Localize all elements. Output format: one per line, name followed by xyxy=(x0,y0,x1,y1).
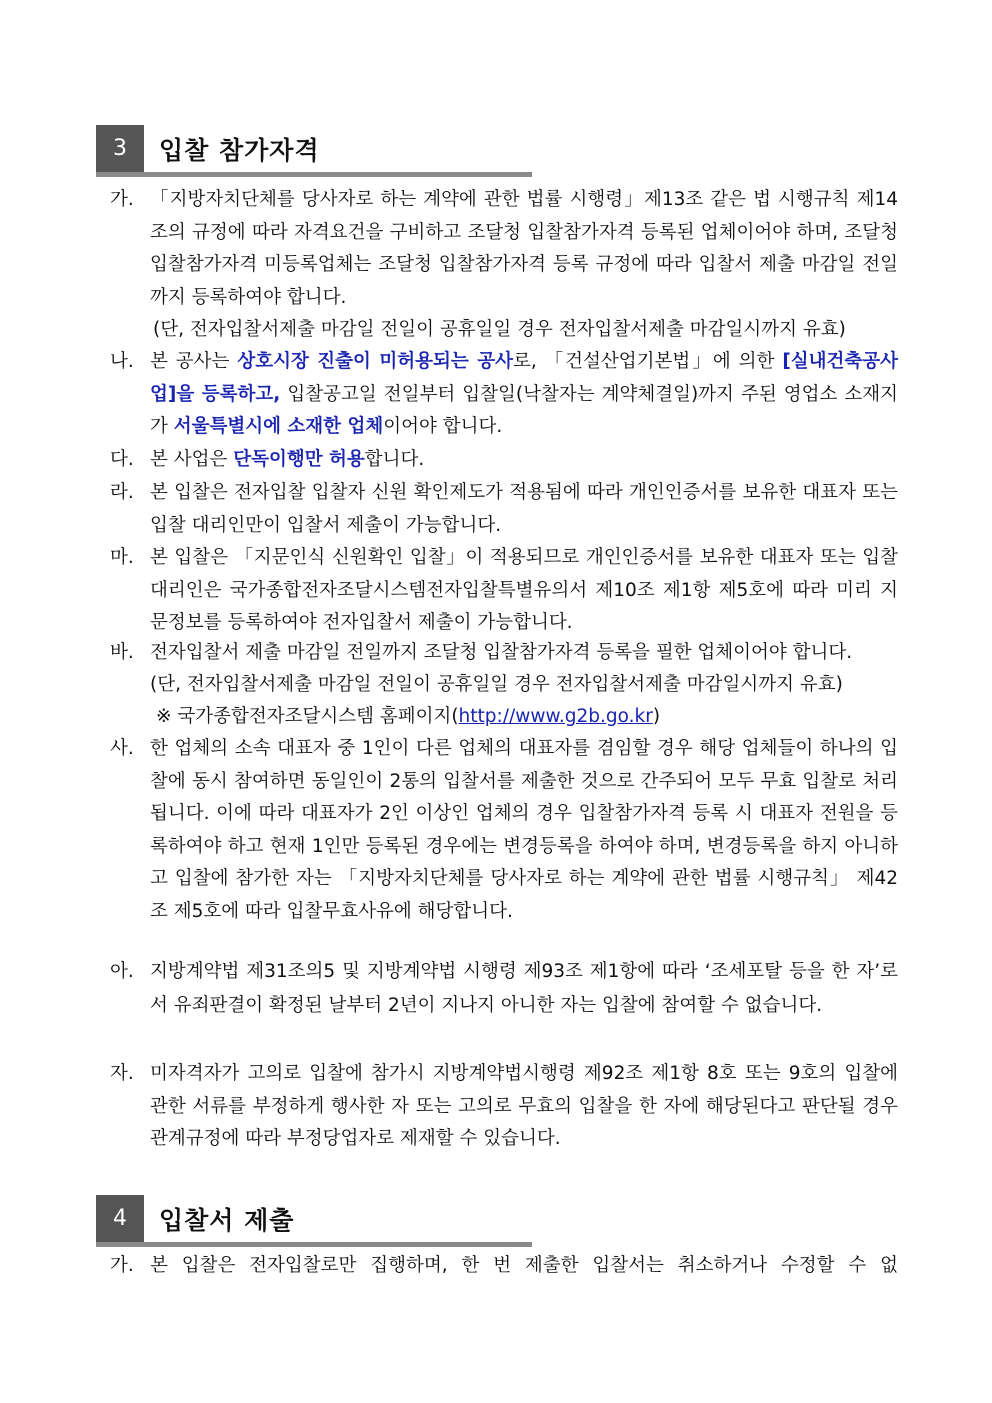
list-item-da xyxy=(110,444,898,477)
text-run: 본 사업은 xyxy=(150,449,234,470)
list-item-na xyxy=(110,346,898,444)
item-text xyxy=(150,346,898,444)
item-marker: 자. xyxy=(110,1063,134,1084)
item-text xyxy=(150,444,898,477)
section-3-header xyxy=(96,125,532,177)
text-run: 이어야 합니다. xyxy=(383,416,503,437)
item-marker: 가. xyxy=(110,189,134,210)
g2b-link[interactable]: http://www.g2b.go.kr xyxy=(458,706,653,727)
section-underline xyxy=(96,1242,532,1247)
section-title: 입찰서 제출 xyxy=(159,1206,295,1235)
text-run: 로, 「건설산업기본법」에 의한 xyxy=(512,351,783,372)
list-item-ga xyxy=(110,184,898,314)
note-ba: (단, 전자입찰서제출 마감일 전일이 공휴일일 경우 전자입찰서제출 마감일시까지 유효) xyxy=(150,674,843,695)
note-suffix: ) xyxy=(652,706,661,727)
item-marker: 나. xyxy=(110,351,134,372)
text-run: 입찰공고일 전일부터 입찰일(낙찰자는 계약체결일)까지 주된 영업소 소재지가 xyxy=(150,383,898,437)
item-text: 본 입찰은 「지문인식 신원확인 입찰」이 적용되므로 개인인증서를 보유한 대표자 또는 입찰대리인은 국가종합전자조달시스템전자입찰특별유의서 제10조 제1항 제5호에 따라 미리 지문정보를 등록하여야 전자입찰서 제출이 가능합니다. xyxy=(150,547,898,633)
item-marker: 바. xyxy=(110,642,134,663)
item-marker: 사. xyxy=(110,738,134,759)
section-title: 입찰 참가자격 xyxy=(159,136,320,165)
list-item-a xyxy=(110,955,898,1022)
text-run: 합니다. xyxy=(364,449,425,470)
section-number: 4 xyxy=(96,1195,144,1242)
item-text: 한 업체의 소속 대표자 중 1인이 다른 업체의 대표자를 겸임할 경우 해당 업체들이 하나의 입찰에 동시 참여하면 동일인이 2통의 입찰서를 제출한 것으로 간주되어 모두 무효 입찰로 처리됩니다. 이에 따라 대표자가 2인 이상인 업체의 경우 입찰참가자격 등록 시 대표자 전원을 등록하여야 하고 현재 1인만 등록된 경우에는 변경등록을 하여야 하며, 변경등록을 하지 아니하고 입찰에 참가한 자는 「지방자치단체를 당사자로 하는 계약에 관한 법률 시행규칙」 제42조 제5호에 따라 입찰무효사유에 해당합니다. xyxy=(150,738,898,922)
highlight-text: 상호시장 진출이 미허용되는 공사 xyxy=(237,351,513,372)
highlight-text: [실내건축공사업]을 등록하고, xyxy=(150,351,898,405)
list-item-ba xyxy=(110,637,898,670)
item-marker: 다. xyxy=(110,449,134,470)
item-text: 본 입찰은 전자입찰 입찰자 신원 확인제도가 적용됨에 따라 개인인증서를 보유한 대표자 또는 입찰 대리인만이 입찰서 제출이 가능합니다. xyxy=(150,482,898,536)
item-text: 전자입찰서 제출 마감일 전일까지 조달청 입찰참가자격 등록을 필한 업체이어야 합니다. xyxy=(150,642,853,663)
homepage-note xyxy=(156,701,660,734)
item-marker: 라. xyxy=(110,482,134,503)
section-number: 3 xyxy=(96,125,144,172)
highlight-text: 서울특별시에 소재한 업체 xyxy=(173,416,384,437)
item-text: 지방계약법 제31조의5 및 지방계약법 시행령 제93조 제1항에 따라 ‘조세포탈 등을 한 자’로서 유죄판결이 확정된 날부터 2년이 지나지 아니한 자는 입찰에 참여할 수 없습니다. xyxy=(150,961,898,1016)
note-ga: (단, 전자입찰서제출 마감일 전일이 공휴일일 경우 전자입찰서제출 마감일시까지 유효) xyxy=(153,319,846,340)
item-marker: 아. xyxy=(110,961,134,982)
section-4-header xyxy=(96,1195,532,1247)
item-marker: 마. xyxy=(110,547,134,568)
list-item-ja xyxy=(110,1058,898,1156)
list-item-ma xyxy=(110,542,898,640)
item-text: 「지방자치단체를 당사자로 하는 계약에 관한 법률 시행령」제13조 같은 법 시행규칙 제14조의 규정에 따라 자격요건을 구비하고 조달청 입찰참가자격 등록된 업체이어야 하며, 조달청 입찰참가자격 미등록업체는 조달청 입찰참가자격 등록 규정에 따라 입찰서 제출 마감일 전일까지 등록하여야 합니다. xyxy=(150,189,898,308)
item-text: 본 입찰은 전자입찰로만 집행하며, 한 번 제출한 입찰서는 취소하거나 수정할 수 없 xyxy=(150,1255,898,1276)
list-item-sa xyxy=(110,733,898,928)
note-prefix: ※ 국가종합전자조달시스템 홈페이지( xyxy=(156,706,459,727)
list-item-ra xyxy=(110,477,898,542)
item-marker: 가. xyxy=(110,1255,134,1276)
list-item-4-ga xyxy=(110,1250,898,1283)
item-text: 미자격자가 고의로 입찰에 참가시 지방계약법시행령 제92조 제1항 8호 또는 9호의 입찰에 관한 서류를 부정하게 행사한 자 또는 고의로 무효의 입찰을 한 자에 해당된다고 판단될 경우 관계규정에 따라 부정당업자로 제재할 수 있습니다. xyxy=(150,1063,898,1149)
section-underline xyxy=(96,172,532,177)
text-run: 본 공사는 xyxy=(150,351,238,372)
highlight-text: 단독이행만 허용 xyxy=(233,449,365,470)
